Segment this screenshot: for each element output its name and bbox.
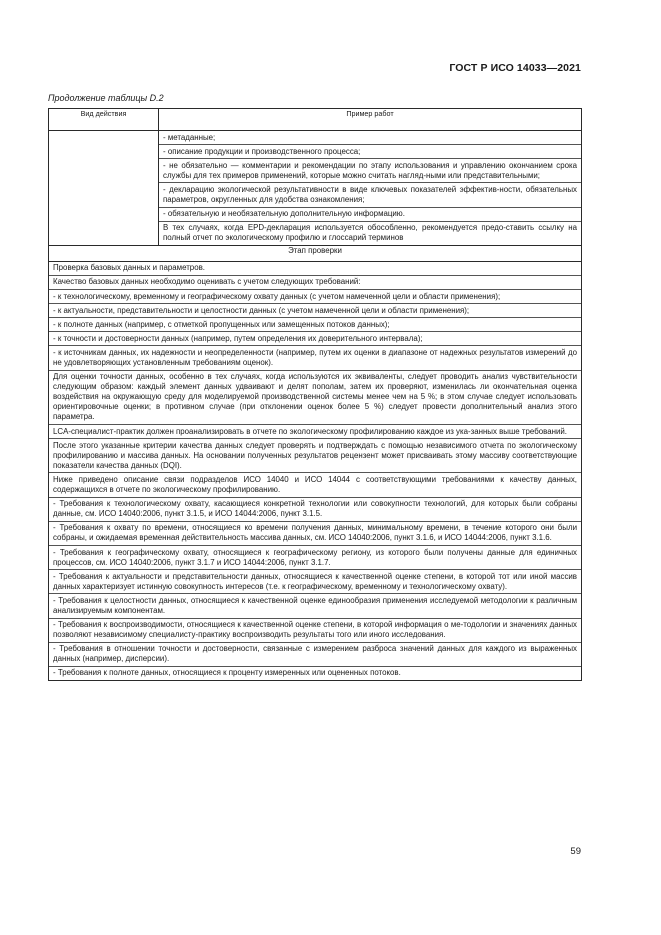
list-item: - Требования к воспроизводимости, относящиеся к качественной оценке степени, в которой информация о ме-тодологии и значениях данных позволяют независимому специалисту-практику воспроизводить результаты того или иного исследования. — [49, 619, 581, 643]
list-item: - Требования к целостности данных, относящиеся к качественной оценке единообразия применения исследуемой методологии к различным анализируемым компонентам. — [49, 594, 581, 618]
list-item: - Требования к охвату по времени, относящиеся ко времени получения данных, минимальному времени, в течение которого они были собраны, и ожидаемая временная действительность массива данных, см. ИСО 14040:2006, пункт 3.1.6, и ИСО 14044:2006, пункт 3.1.6. — [49, 522, 581, 546]
list-item: - описание продукции и производственного процесса; — [159, 145, 581, 159]
list-item: - к актуальности, представительности и целостности данных (с учетом намеченной цели и области применения); — [49, 304, 581, 318]
stage-heading-row — [49, 245, 582, 261]
list-item: В тех случаях, когда EPD-декларация используется обособленно, рекомендуется предо-ставить ссылку на полный отчет по экологическому профилю и глоссарий терминов — [163, 223, 577, 243]
list-item: - Требования к технологическому охвату, касающиеся конкретной технологии или совокупности технологий, для которых были собраны данные, см. ИСО 14040:2006, пункт 3.1.5, и ИСО 14044:2006, пункт 3.1.5. — [49, 498, 581, 522]
list-item: Качество базовых данных необходимо оценивать с учетом следующих требований: — [49, 276, 581, 290]
list-item: - обязательную и необязательную дополнительную информацию. — [159, 208, 581, 222]
list-item: - к технологическому, временному и географическому охвату данных (с учетом намеченной цели и области применения); — [49, 290, 581, 304]
list-item: Ниже приведено описание связи подразделов ИСО 14040 и ИСО 14044 с соответствующими требованиями к качеству данных, содержащихся в отчете по экологическому профилированию. — [49, 473, 581, 497]
list-item: - Требования к актуальности и представительности данных, относящиеся к качественной оценке степени, в которой тот или иной массив данных характеризует истинную совокупность интересов (т.е. к географическому, временному и технологическому охвату). — [49, 570, 581, 594]
list-item: - к полноте данных (например, с отметкой пропущенных или замещенных потоков данных); — [49, 318, 581, 332]
table-header-row — [49, 109, 582, 131]
list-item: - к точности и достоверности данных (например, путем определения их доверительного интервала); — [49, 332, 581, 346]
list-item: - Требования к полноте данных, относящиеся к проценту измеренных или оцененных потоков. — [53, 668, 401, 678]
list-item: - Требования в отношении точности и достоверности, связанные с измерением разброса значений данных для каждого из выраженных данных (например, дисперсии). — [49, 643, 581, 667]
activity-cell — [49, 131, 159, 246]
list-item: После этого указанные критерии качества данных следует проверять и подтверждать с помощью независимого отчета по экологическому профилированию и массива данных. На основании полученных результатов рецензент может присваивать этому массиву соответствующие показатели качества данных (DQI). — [49, 439, 581, 473]
standard-number: ГОСТ Р ИСО 14033—2021 — [449, 62, 581, 74]
list-item: - Требования к географическому охвату, относящиеся к географическому региону, из которого были получены данные для единичных процессов, см. ИСО 14040:2006, пункт 3.1.7 и ИСО 14044:2006, пункт 3.1.7. — [49, 546, 581, 570]
list-item: Для оценки точности данных, особенно в тех случаях, когда используются их эквиваленты, следует проводить анализ чувствительности следующим образом: каждый элемент данных удваивают и делят пополам, затем их проверяют, изменилась ли окончательная оценка воздействия на окружающую среду для моделируемой производственной системы менее чем на 5 %; в этом случае следует использовать ориентировочные оценки; в противном случае (при отклонении оценок более 5 %) следует провести дополнительный анализ этого параметра. — [49, 371, 581, 425]
table-row — [49, 131, 582, 246]
activities-table — [48, 108, 582, 681]
table-row — [49, 261, 582, 680]
stage-content-cell — [49, 261, 582, 680]
list-item: - не обязательно — комментарии и рекомендации по этапу использования и управлению окончанием срока службы для тех примеров применений, которые можно считать нагляд-ными или представительными; — [159, 159, 581, 183]
column-header-activity: Вид действия — [49, 109, 159, 131]
examples-cell — [159, 131, 582, 246]
column-header-examples: Пример работ — [159, 109, 582, 131]
stage-title: Этап проверки — [49, 245, 582, 261]
list-item: LCA-специалист-практик должен проанализировать в отчете по экологическому профилированию каждое из ука-занных выше требований. — [49, 425, 581, 439]
list-item: - декларацию экологической результативности в виде ключевых показателей эффектив-ности, обязательных параметров, округленных для удобства ознакомления; — [159, 183, 581, 207]
list-item: - метаданные; — [159, 131, 581, 145]
page-number: 59 — [570, 846, 581, 857]
table-continuation-caption: Продолжение таблицы D.2 — [48, 93, 164, 103]
list-item: - к источникам данных, их надежности и неопределенности (например, путем их оценки в диапазоне от надежных результатов измерений до не удовлетворяющих установленным требованиям оценок). — [49, 346, 581, 370]
list-item: Проверка базовых данных и параметров. — [49, 262, 581, 276]
